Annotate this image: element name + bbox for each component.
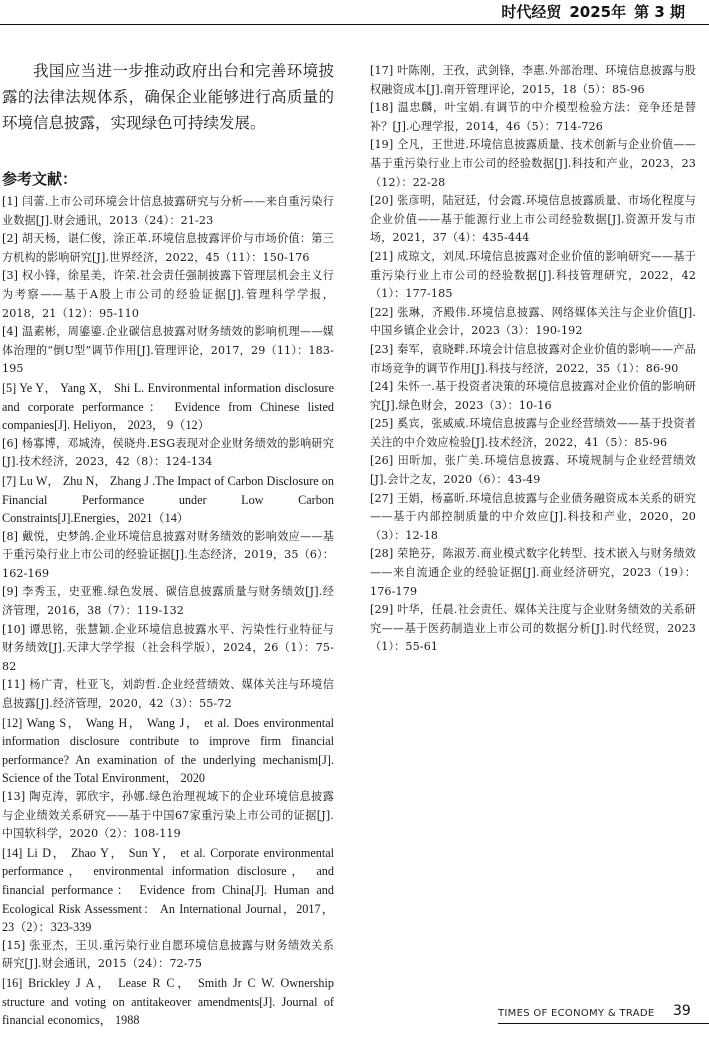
reference-entry: [1] 闫蕾.上市公司环境会计信息披露研究与分析——来自重污染行业数据[J].财会通讯，2013（24）：21-23: [2, 195, 334, 227]
references-list-left: [2, 193, 334, 1030]
reference-entry: [2] 胡天杨，谌仁俊，涂正革.环境信息披露评价与市场价值：第三方机构的影响研究[J].世界经济，2022，45（11）：150-176: [2, 232, 334, 264]
journal-name: 时代经贸: [501, 2, 562, 21]
reference-entry: [13] 陶克涛，郭欣宇，孙娜.绿色治理视域下的企业环境信息披露与企业绩效关系研究——基于中国67家重污染上市公司的证据[J].中国软科学，2020（2）：108-119: [2, 790, 334, 841]
reference-entry: [19] 仝凡，王世进.环境信息披露质量、技术创新与企业价值——基于重污染行业上市公司的经验数据[J].科技和产业，2023，23（12）：22-28: [370, 138, 696, 189]
reference-entry: [25] 奚宾，张威威.环境信息披露与企业经营绩效——基于投资者关注的中介效应检验[J].技术经济，2022，41（5）：85-96: [370, 417, 696, 449]
page-number: 39: [673, 1003, 691, 1019]
left-column: [2, 58, 334, 1030]
header-rule: [0, 24, 709, 25]
reference-entry: [29] 叶华，任晨.社会责任、媒体关注度与企业财务绩效的关系研究——基于医药制造业上市公司的数据分析[J].时代经贸，2023（1）：55-61: [370, 603, 696, 654]
footer-journal-name: TIMES OF ECONOMY & TRADE: [498, 1008, 655, 1019]
reference-entry: [3] 权小锋，徐星美，许荣.社会责任强制披露下管理层机会主义行为考察——基于A股上市公司的经验证据[J].管理科学学报，2018，21（12）：95-110: [2, 269, 334, 320]
reference-entry: [17] 叶陈刚，王孜，武剑锋，李惠.外部治理、环境信息披露与股权融资成本[J].南开管理评论，2015，18（5）：85-96: [370, 64, 696, 96]
reference-entry: [24] 朱怀一.基于投资者决策的环境信息披露对企业价值的影响研究[J].绿色财会，2023（3）：10-16: [370, 380, 696, 412]
reference-entry: [6] 杨寡博，邓城涛，侯晓舟.ESG表现对企业财务绩效的影响研究[J].技术经济，2023，42（8）：124-134: [2, 436, 334, 469]
reference-entry: [9] 李秀玉，史亚雅.绿色发展、碳信息披露质量与财务绩效[J].经济管理，2016，38（7）：119-132: [2, 585, 334, 618]
reference-entry: [12] Wang S， Wang H， Wang J， et al. Does environmental information disclosure contribute to improve firm financial performance? An examination of the underlying mechanism[J]. Science of the Total Environment， 2020: [2, 715, 334, 786]
reference-entry: [14] Li D， Zhao Y， Sun Y， et al. Corporate environmental performance， environmental information disclosure， and financial performance： Evidence from China[J]. Human and Ecological Risk Assessment： An International Journal，2017，23（2）：323-339: [2, 845, 334, 935]
reference-entry: [28] 荣艳芬，陈淑芳.商业模式数字化转型、技术嵌入与财务绩效——来自流通企业的经验证据[J].商业经济研究，2023（19）：176-179: [370, 547, 696, 598]
issue-year: 2025年: [569, 2, 627, 21]
reference-entry: [26] 田昕加，张广美.环境信息披露、环境规制与企业经营绩效[J].会计之友，2020（6）：43-49: [370, 454, 696, 487]
reference-entry: [16] Brickley J A， Lease R C， Smith Jr C W. Ownership structure and voting on antitakeover amendments[J]. Journal of financial economics， 1988: [2, 975, 334, 1028]
references-list-right: [370, 62, 696, 657]
reference-entry: [10] 谭思铭，张慧颖.企业环境信息披露水平、污染性行业特征与财务绩效[J].天津大学学报（社会科学版），2024，26（1）：75-82: [2, 622, 334, 673]
issue-number: 第 3 期: [634, 2, 685, 21]
body-paragraph: 我国应当进一步推动政府出台和完善环境披露的法律法规体系，确保企业能够进行高质量的环境信息披露，实现绿色可持续发展。: [2, 62, 334, 132]
reference-entry: [4] 温素彬，周鎏鎏.企业碳信息披露对财务绩效的影响机理——媒体治理的“倒U型”调节作用[J].管理评论，2017，29（11）：183-195: [2, 325, 334, 376]
reference-entry: [8] 戴悦，史梦鸽.企业环境信息披露对财务绩效的影响效应——基于重污染行业上市公司的经验证据[J].生态经济，2019，35（6）：162-169: [2, 529, 334, 580]
reference-entry: [18] 温忠麟，叶宝娟.有调节的中介模型检验方法：竞争还是替补？[J].心理学报，2014，46（5）：714-726: [370, 101, 696, 133]
reference-entry: [22] 张琳，齐殿伟.环境信息披露、网络媒体关注与企业价值[J].中国乡镇企业会计，2023（3）：190-192: [370, 305, 696, 338]
reference-entry: [27] 王娟，杨嘉昕.环境信息披露与企业债务融资成本关系的研究——基于内部控制质量的中介效应[J].科技和产业，2020，20（3）：12-18: [370, 491, 696, 542]
footer-rule: [498, 1023, 709, 1024]
references-heading: 参考文献：: [2, 170, 78, 188]
reference-entry: [15] 张亚杰，王贝.重污染行业自愿环境信息披露与财务绩效关系研究[J].财会通讯，2015（24）：72-75: [2, 938, 334, 971]
reference-entry: [7] Lu W， Zhu N， Zhang J .The Impact of Carbon Disclosure on Financial Performance under Low Carbon Constraints[J].Energies，2021（14）: [2, 473, 334, 526]
reference-entry: [23] 秦军，袁晓畔.环境会计信息披露对企业价值的影响——产品市场竞争的调节作用[J].科技与经济，2022，35（1）：86-90: [370, 342, 696, 375]
reference-entry: [11] 杨广青，杜亚飞，刘韵哲.企业经营绩效、媒体关注与环境信息披露[J].经济管理，2020，42（3）：55-72: [2, 678, 334, 711]
reference-entry: [20] 张彦明，陆冠廷，付会霞.环境信息披露质量、市场化程度与企业价值——基于能源行业上市公司经验数据[J].资源开发与市场，2021，37（4）：435-444: [370, 194, 696, 245]
right-column: [370, 62, 696, 657]
reference-entry: [21] 成琼文，刘凤.环境信息披露对企业价值的影响研究——基于重污染行业上市公司的经验数据[J].科技管理研究，2022，42（1）：177-185: [370, 249, 696, 301]
reference-entry: [5] Ye Y， Yang X， Shi L. Environmental information disclosure and corporate performance： Evidence from Chinese listed companies[J]. Heliyon， 2023， 9（12）: [2, 380, 334, 433]
running-header: [0, 0, 709, 22]
